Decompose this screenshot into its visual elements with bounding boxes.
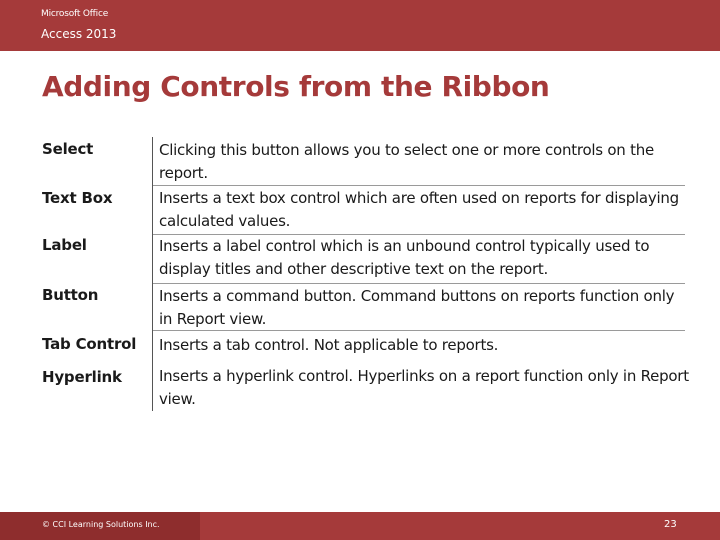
control-desc-button: Inserts a command button. Command buttons on reports function only in Report view. xyxy=(159,287,675,328)
row-divider xyxy=(153,330,685,331)
control-desc-tab-control: Inserts a tab control. Not applicable to reports. xyxy=(159,336,499,354)
product-label: Access 2013 xyxy=(41,27,117,41)
row-divider xyxy=(153,283,685,284)
control-term-button: Button xyxy=(42,286,99,304)
control-term-tab-control: Tab Control xyxy=(42,335,137,353)
control-desc-label: Inserts a label control which is an unbound control typically used to display titles and other descriptive text on the report. xyxy=(159,237,650,278)
page-number: 23 xyxy=(664,519,677,530)
brand-label: Microsoft Office xyxy=(41,9,109,19)
copyright-text: © CCI Learning Solutions Inc. xyxy=(42,520,160,529)
control-desc-select: Clicking this button allows you to select one or more controls on the report. xyxy=(159,141,654,182)
header-bar xyxy=(0,0,720,51)
control-term-label: Label xyxy=(42,236,87,254)
control-term-select: Select xyxy=(42,140,94,158)
slide-title: Adding Controls from the Ribbon xyxy=(42,70,550,103)
control-term-text-box: Text Box xyxy=(42,189,113,207)
control-desc-text-box: Inserts a text box control which are often used on reports for displaying calculated values. xyxy=(159,189,679,230)
table-vertical-divider xyxy=(152,137,153,411)
control-term-hyperlink: Hyperlink xyxy=(42,368,122,386)
footer-bar xyxy=(0,512,720,540)
control-desc-hyperlink: Inserts a hyperlink control. Hyperlinks on a report function only in Report view. xyxy=(159,367,689,408)
row-divider xyxy=(153,185,685,186)
